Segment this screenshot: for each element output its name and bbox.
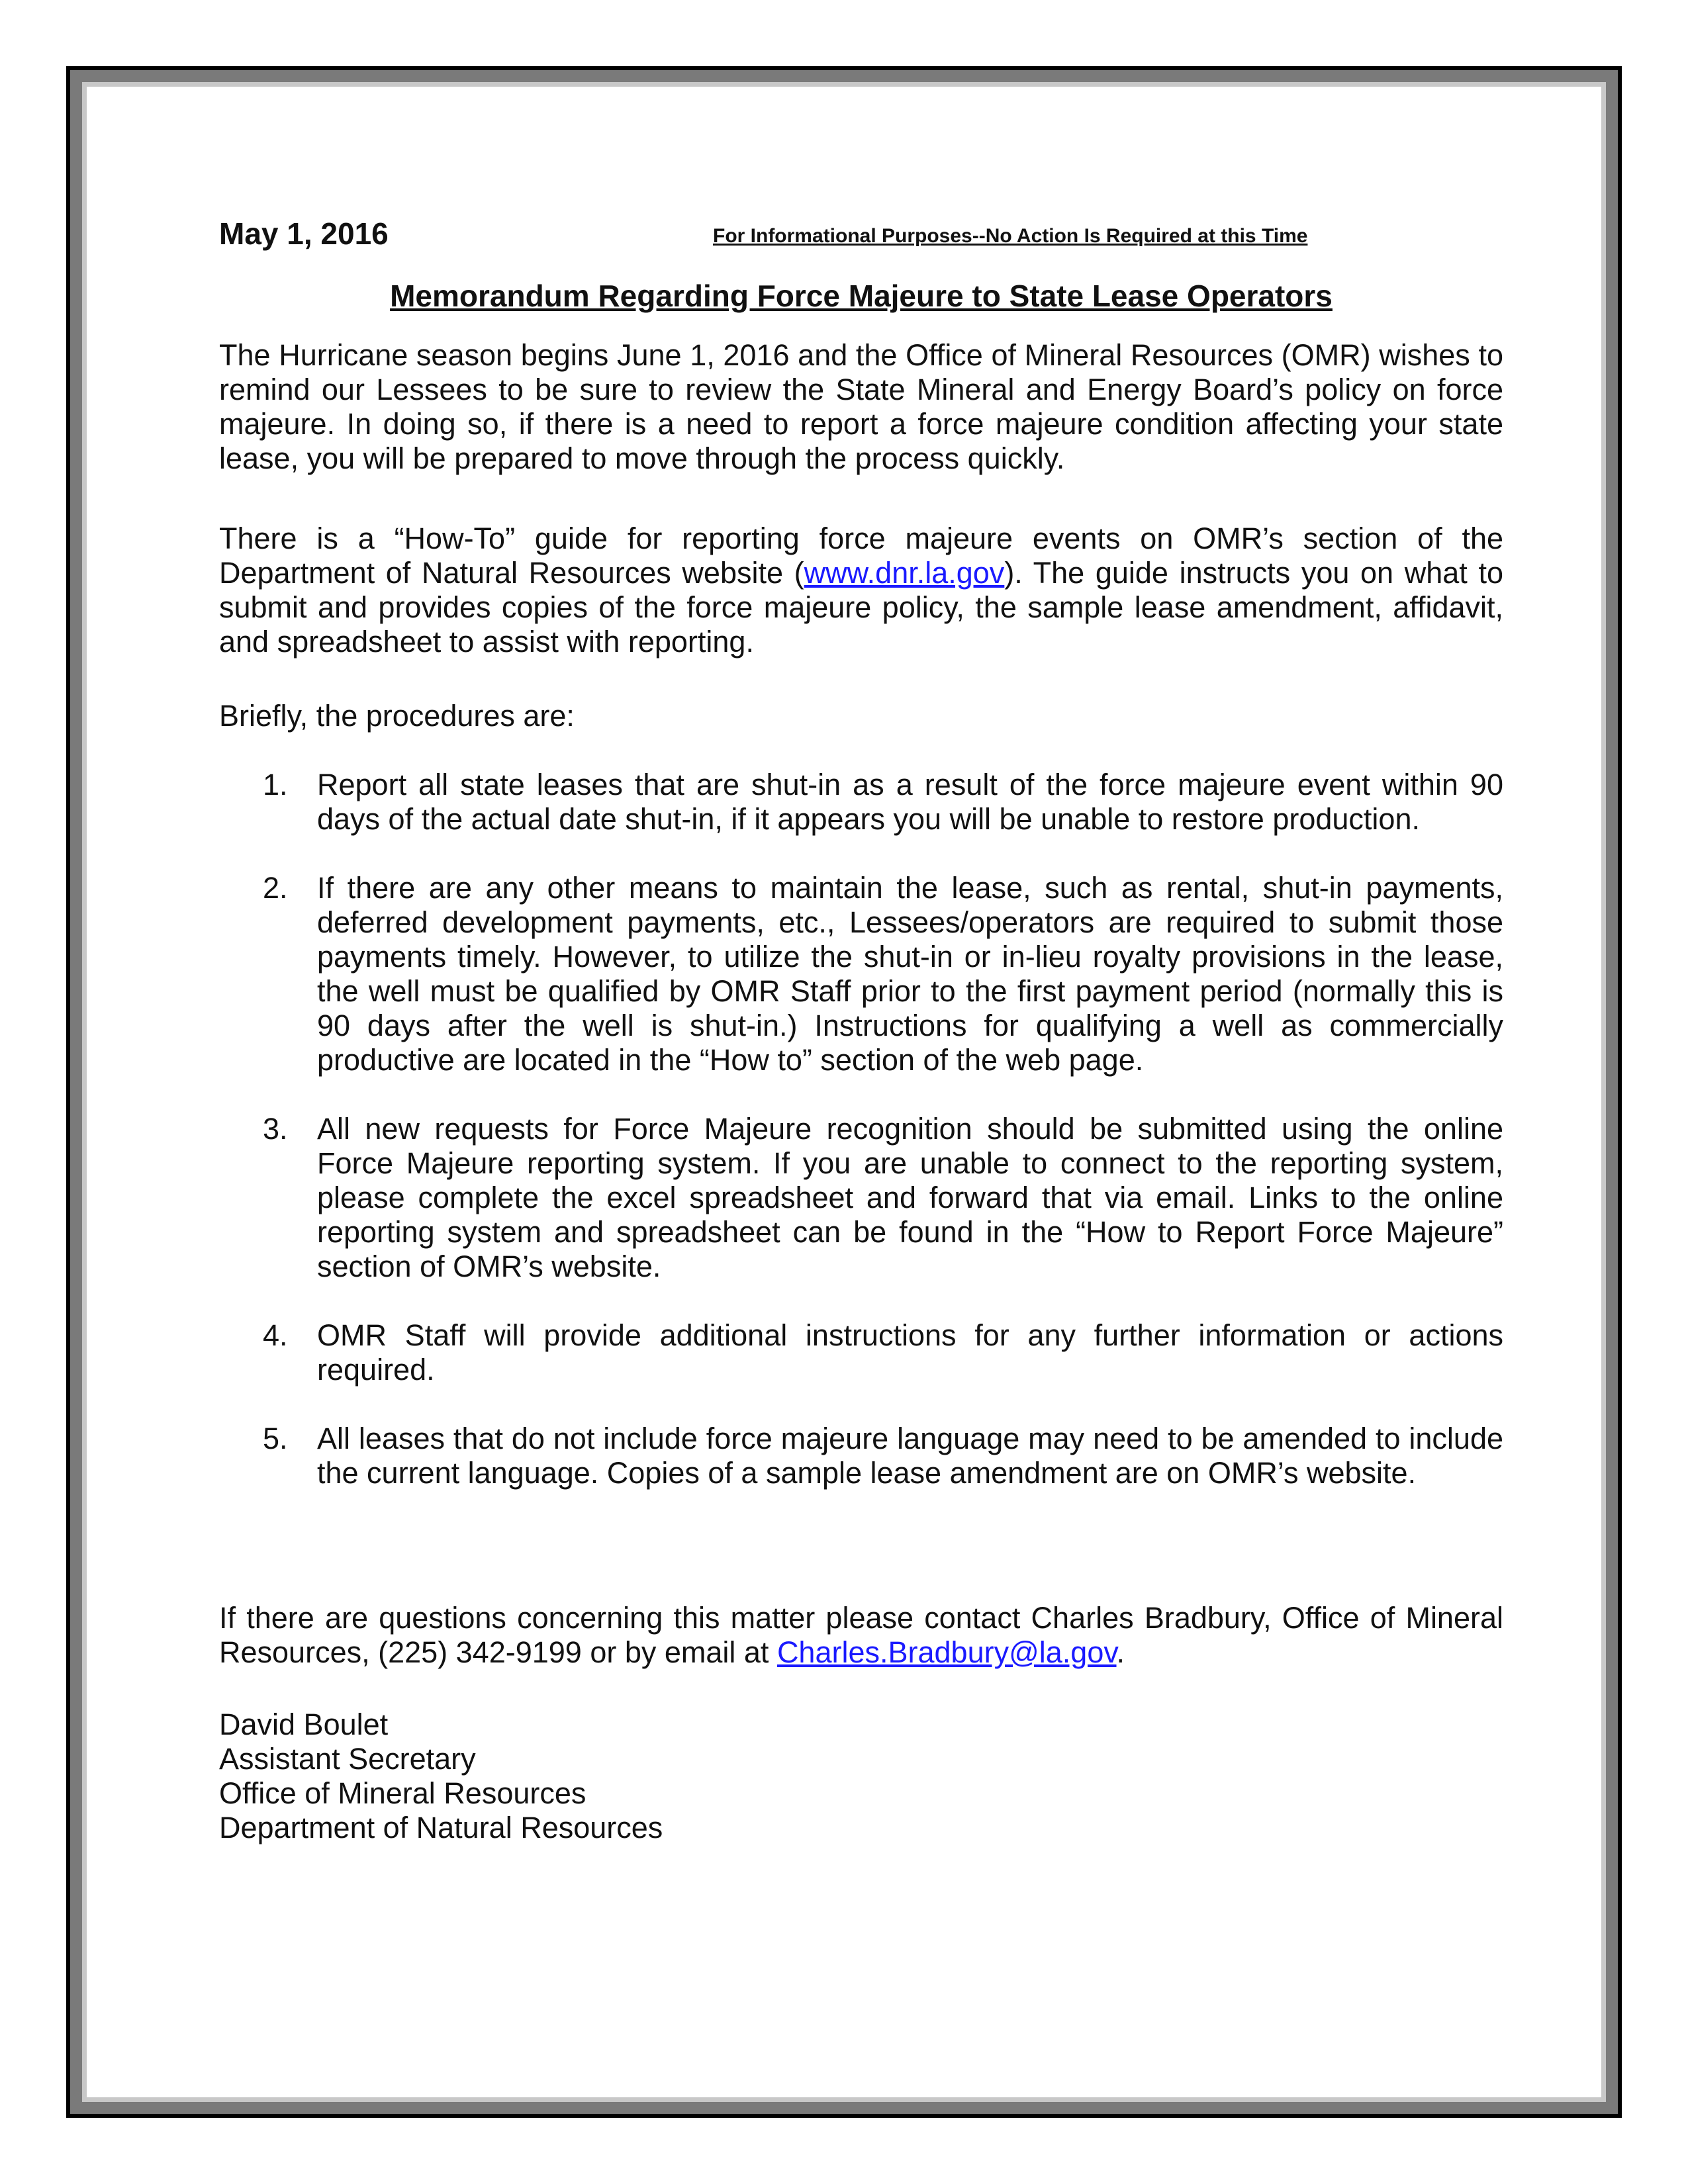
signer-title: Assistant Secretary	[219, 1742, 476, 1776]
procedure-number: 4.	[263, 1318, 288, 1352]
procedure-text: OMR Staff will provide additional instructions for any further information or actions required.	[317, 1318, 1503, 1387]
dnr-website-link[interactable]: www.dnr.la.gov	[804, 556, 1005, 590]
contact-text-before-link: If there are questions concerning this matter please contact Charles Bradbury, Office of Mineral Resources, (225) 342-9199 or by email at	[219, 1601, 1503, 1669]
informational-notice: For Informational Purposes--No Action Is Required at this Time	[713, 225, 1308, 247]
procedure-item	[219, 1318, 1503, 1387]
procedure-text: All new requests for Force Majeure recognition should be submitted using the online Force Majeure reporting system. If you are unable to connect to the reporting system, please complete the excel spreadsheet and forward that via email. Links to the online reporting system and spreadsheet can be found in the “How to Report Force Majeure” section of OMR’s website.	[317, 1112, 1503, 1283]
signer-name: David Boulet	[219, 1707, 389, 1741]
procedure-text: All leases that do not include force majeure language may need to be amended to include the current language. Copies of a sample lease amendment are on OMR’s website.	[317, 1422, 1503, 1490]
procedure-number: 5.	[263, 1422, 288, 1455]
procedure-number: 2.	[263, 871, 288, 905]
procedures-intro: Briefly, the procedures are:	[219, 699, 575, 733]
contact-email-link[interactable]: Charles.Bradbury@la.gov	[776, 1635, 1117, 1669]
signature-block	[219, 1707, 663, 1845]
memo-page	[82, 82, 1606, 2102]
guide-text-before-link: There is a “How-To” guide for reporting force majeure events on OMR’s section of the Department of Natural Resources website (	[219, 522, 1503, 590]
procedure-text: Report all state leases that are shut-in as a result of the force majeure event within 90 days of the actual date shut-in, if it appears you will be unable to restore production.	[317, 768, 1503, 836]
memo-date: May 1, 2016	[219, 216, 389, 251]
procedures-list	[219, 768, 1503, 1525]
signer-office: Office of Mineral Resources	[219, 1776, 586, 1810]
procedure-text: If there are any other means to maintain the lease, such as rental, shut-in payments, deferred development payments, etc., Lessees/operators are required to submit those payments timely. However, to utilize the shut-in or in-lieu royalty provisions in the lease, the well must be qualified by OMR Staff prior to the first payment period (normally this is 90 days after the well is shut-in.) Instructions for qualifying a well as commercially productive are located in the “How to” section of the web page.	[317, 871, 1503, 1077]
procedure-item	[219, 1112, 1503, 1284]
procedure-item	[219, 1422, 1503, 1490]
memo-title: Memorandum Regarding Force Majeure to State Lease Operators	[390, 279, 1333, 313]
contact-text-after-link: .	[1116, 1635, 1125, 1669]
procedure-item	[219, 871, 1503, 1077]
contact-paragraph	[219, 1601, 1503, 1670]
guide-text-after-link: ). The guide instructs you on what to submit and provides copies of the force majeure policy, the sample lease amendment, affidavit, and spreadsheet to assist with reporting.	[219, 556, 1503, 659]
procedure-number: 3.	[263, 1112, 288, 1146]
procedure-number: 1.	[263, 768, 288, 801]
guide-paragraph	[219, 522, 1503, 659]
intro-paragraph: The Hurricane season begins June 1, 2016 and the Office of Mineral Resources (OMR) wishes to remind our Lessees to be sure to review the State Mineral and Energy Board’s policy on force majeure. In doing so, if there is a need to report a force majeure condition affecting your state lease, you will be prepared to move through the process quickly.	[219, 338, 1503, 475]
procedure-item	[219, 768, 1503, 837]
signer-department: Department of Natural Resources	[219, 1811, 663, 1844]
memo-header	[219, 214, 1503, 260]
page-border-frame	[66, 66, 1622, 2118]
